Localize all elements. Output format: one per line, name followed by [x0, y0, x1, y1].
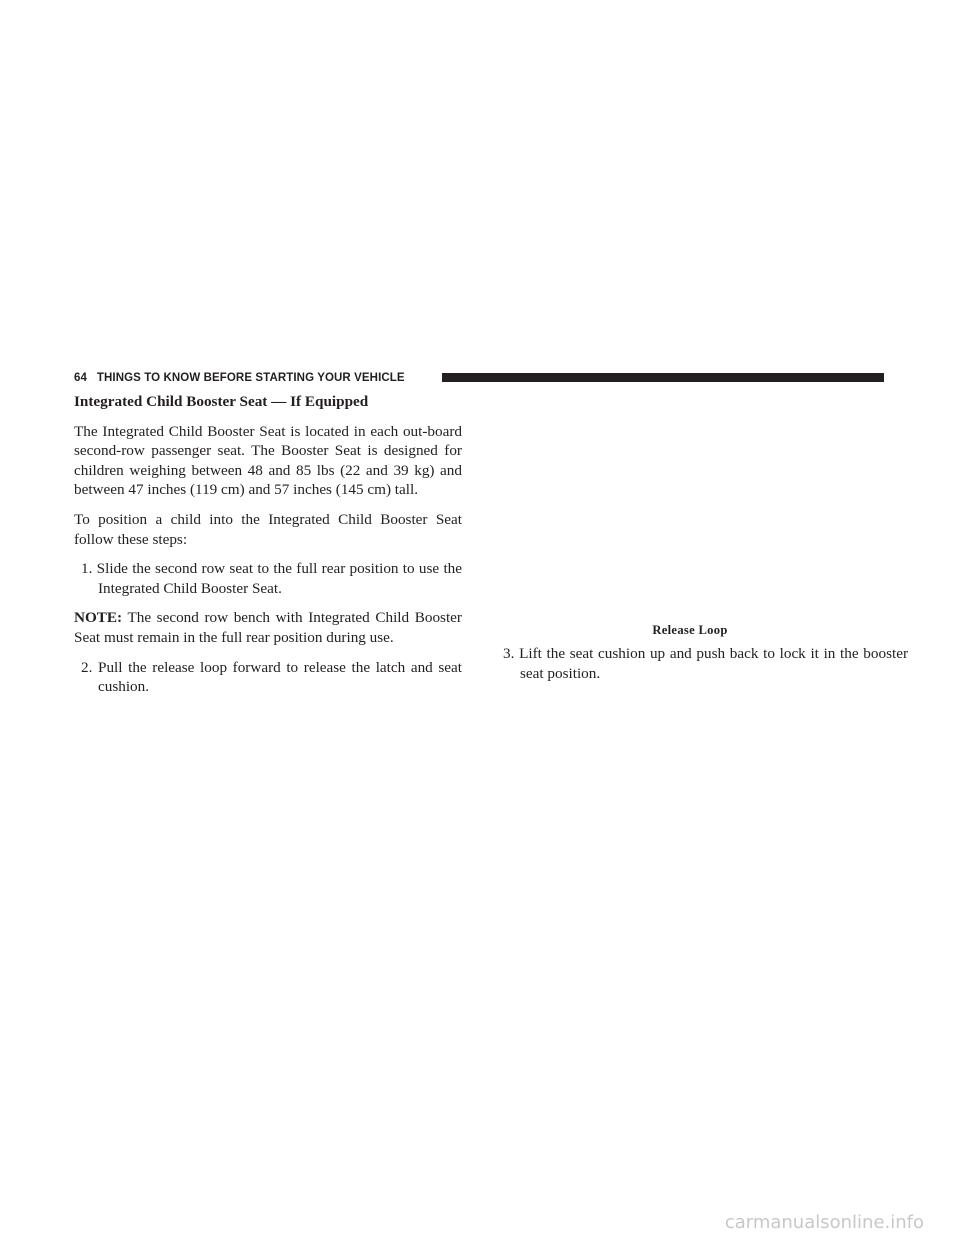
- header-text: [74, 370, 405, 386]
- note-text: The second row bench with Integrated Child Booster Seat must remain in the full rear position during use.: [74, 609, 462, 646]
- page-number: 64: [74, 372, 87, 384]
- note-paragraph: [74, 608, 462, 647]
- watermark: carmanualsonline.info: [724, 1212, 924, 1233]
- step-1: 1. Slide the second row seat to the full rear position to use the Integrated Child Booster Seat.: [81, 560, 462, 597]
- step-2: 2. Pull the release loop forward to release the latch and seat cushion.: [81, 658, 462, 696]
- instructions-intro: To position a child into the Integrated Child Booster Seat follow these steps:: [74, 510, 462, 548]
- release-loop-figure: [496, 392, 884, 614]
- left-column: [74, 392, 462, 707]
- note-label: NOTE:: [74, 609, 123, 627]
- intro-paragraph: The Integrated Child Booster Seat is located in each out-board second-row passenger seat. The Booster Seat is designed for children weighing between 48 and 85 lbs (22 and 39 kg) and between 47 inches (119 cm) and 57 inches (145 cm) tall.: [74, 422, 462, 499]
- header-rule: [442, 373, 884, 382]
- right-column: [496, 392, 908, 712]
- section-title: THINGS TO KNOW BEFORE STARTING YOUR VEHICLE: [96, 372, 405, 384]
- page-header: [74, 370, 884, 386]
- figure-caption: Release Loop: [652, 623, 728, 637]
- step-3: 3. Lift the seat cushion up and push back to lock it in the booster seat position.: [503, 645, 908, 682]
- section-heading: Integrated Child Booster Seat — If Equipped: [74, 393, 369, 410]
